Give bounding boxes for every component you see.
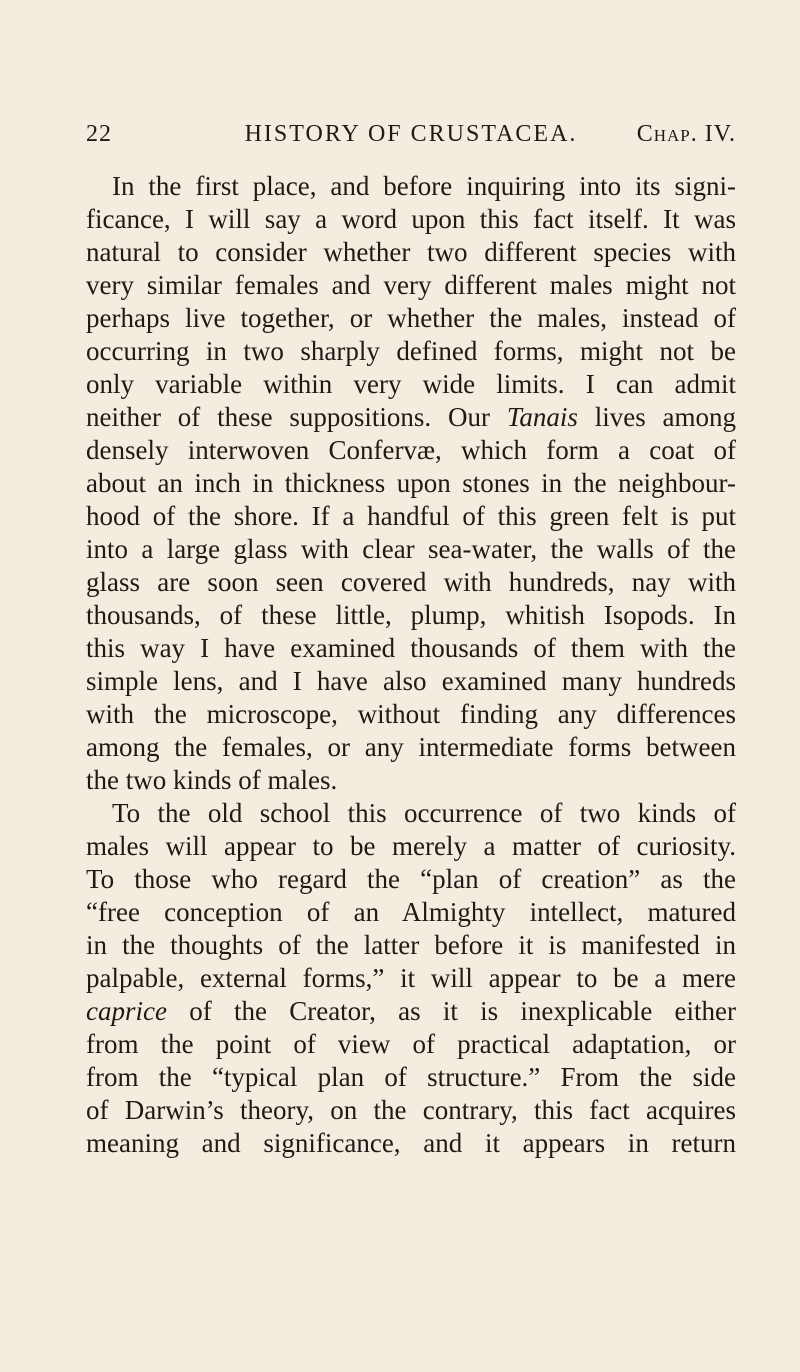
text-line: into a large glass with clear sea-water, the walls of the	[86, 534, 736, 564]
text-line: simple lens, and I have also examined many hundreds	[86, 666, 736, 696]
text-line: this way I have examined thousands of them with the	[86, 633, 736, 663]
text-line: palpable, external forms,” it will appear to be a mere	[86, 963, 736, 993]
text-line: males will appear to be merely a matter of curiosity.	[86, 831, 736, 861]
body-text	[86, 170, 736, 1160]
text-fragment: of the Creator, as it is inexplicable either	[189, 996, 737, 1026]
text-line: only variable within very wide limits. I can admit	[86, 369, 736, 399]
page-header	[86, 114, 736, 154]
text-line: occurring in two sharply defined forms, might not be	[86, 336, 736, 366]
text-line: of Darwin’s theory, on the contrary, this fact acquires	[86, 1095, 736, 1125]
text-fragment: neither of these suppositions. Our	[86, 402, 490, 432]
text-line: perhaps live together, or whether the males, instead of	[86, 303, 736, 333]
text-line: among the females, or any intermediate forms between	[86, 732, 736, 762]
text-fragment: lives among	[594, 402, 737, 432]
text-line	[86, 401, 736, 434]
text-line: densely interwoven Confervæ, which form a coat of	[86, 435, 736, 465]
text-line: ficance, I will say a word upon this fact itself. It was	[86, 204, 736, 234]
italic-term: caprice	[86, 996, 167, 1026]
text-line: glass are soon seen covered with hundreds, nay with	[86, 567, 736, 597]
italic-term: Tanais	[506, 402, 578, 432]
running-title: HISTORY OF CRUSTACEA.	[244, 121, 578, 147]
text-line: “free conception of an Almighty intellect, matured	[86, 897, 736, 927]
text-line: in the thoughts of the latter before it is manifested in	[86, 930, 736, 960]
text-line: To those who regard the “plan of creation” as the	[86, 864, 736, 894]
text-line: In the first place, and before inquiring into its signi-	[112, 171, 736, 201]
text-line: meaning and significance, and it appears in return	[86, 1128, 736, 1158]
text-line: the two kinds of males.	[86, 765, 338, 795]
text-line: about an inch in thickness upon stones in the neighbour-	[86, 468, 736, 498]
text-line: hood of the shore. If a handful of this green felt is put	[86, 501, 736, 531]
text-line: To the old school this occurrence of two kinds of	[112, 798, 736, 828]
page-number: 22	[86, 121, 112, 147]
text-line: from the point of view of practical adaptation, or	[86, 1029, 736, 1059]
text-line: natural to consider whether two different species with	[86, 237, 736, 267]
text-line	[86, 995, 736, 1028]
text-line: very similar females and very different males might not	[86, 270, 736, 300]
text-line: with the microscope, without finding any differences	[86, 699, 736, 729]
text-line: thousands, of these little, plump, whitish Isopods. In	[86, 600, 736, 630]
text-line: from the “typical plan of structure.” From the side	[86, 1062, 736, 1092]
chapter-label: Chap. IV.	[636, 121, 736, 147]
